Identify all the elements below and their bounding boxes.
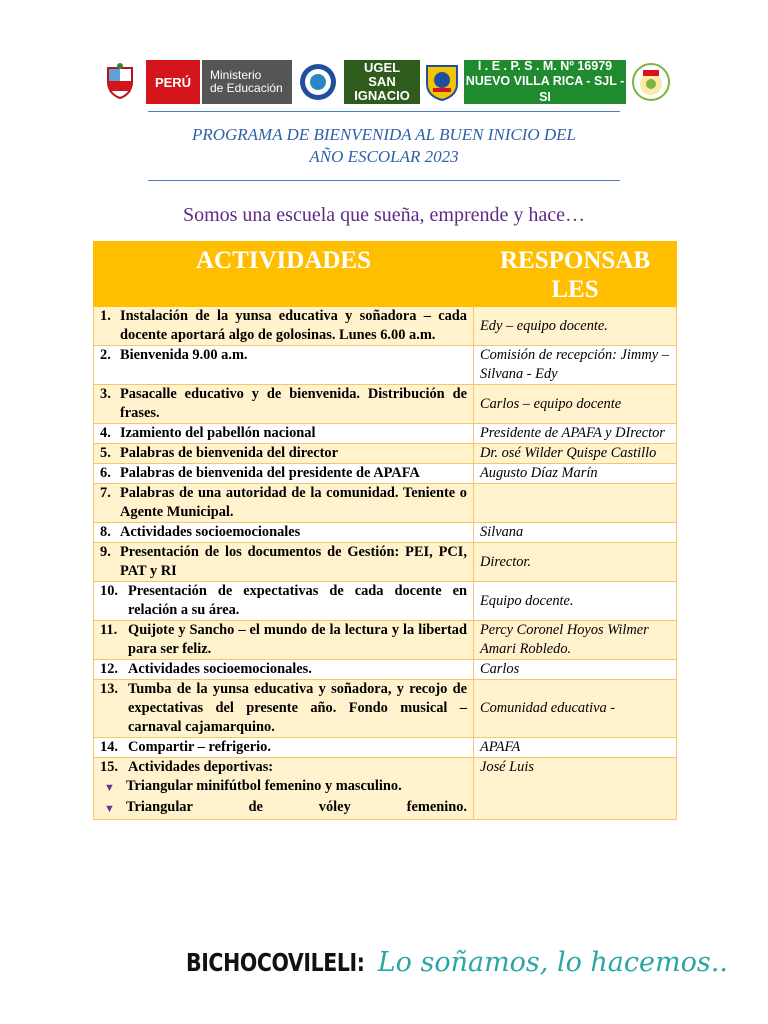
responsible-cell: Silvana	[474, 523, 677, 543]
activity-cell: 5. Palabras de bienvenida del director	[94, 444, 474, 464]
activity-cell: 1. Instalación de la yunsa educativa y soñadora – cada docente aportará algo de golosinas. Lunes 6.00 a.m.	[94, 307, 474, 346]
table-row	[94, 346, 677, 385]
table-header-row	[94, 242, 677, 307]
header-activities: ACTIVIDADES	[94, 242, 474, 307]
school-name-label: I . E . P. S . M. Nº 16979 NUEVO VILLA RICA - SJL - SI	[465, 60, 625, 104]
list-item: ▼ Triangular de vóley femenino.	[104, 798, 467, 819]
activity-cell: 12. Actividades socioemocionales.	[94, 660, 474, 680]
bullet-arrow-icon: ▼	[104, 803, 115, 815]
list-item: ▼ Triangular minifútbol femenino y masculino.	[104, 777, 467, 798]
title-rule-top	[148, 111, 620, 112]
bullet-arrow-icon: ▼	[104, 782, 115, 794]
table-row	[94, 307, 677, 346]
slogan: Somos una escuela que sueña, emprende y hace…	[182, 204, 586, 226]
grc-seal-icon	[298, 62, 338, 102]
activity-cell: 3. Pasacalle educativo y de bienvenida. Distribución de frases.	[94, 385, 474, 424]
activity-cell: 6. Palabras de bienvenida del presidente de APAFA	[94, 464, 474, 484]
header-responsible: RESPONSAB LES	[474, 242, 677, 307]
activity-cell: 8. Actividades socioemocionales	[94, 523, 474, 543]
table-row	[94, 523, 677, 543]
responsible-cell: Comunidad educativa -	[474, 680, 677, 738]
activity-cell: 10. Presentación de expectativas de cada docente en relación a su área.	[94, 582, 474, 621]
table-row	[94, 660, 677, 680]
responsible-cell: Carlos	[474, 660, 677, 680]
responsible-cell: Carlos – equipo docente	[474, 385, 677, 424]
table-row	[94, 543, 677, 582]
responsible-cell: Director.	[474, 543, 677, 582]
activity-cell: 2. Bienvenida 9.00 a.m.	[94, 346, 474, 385]
activity-cell: 9. Presentación de los documentos de Gestión: PEI, PCI, PAT y RI	[94, 543, 474, 582]
responsible-cell: APAFA	[474, 738, 677, 758]
responsible-cell: Comisión de recepción: Jimmy – Silvana - Edy	[474, 346, 677, 385]
peru-label: PERÚ	[146, 60, 200, 104]
activity-cell: 14. Compartir – refrigerio.	[94, 738, 474, 758]
ministerio-label: Ministerio de Educación	[202, 60, 292, 104]
ugel-label: UGEL SAN IGNACIO	[344, 60, 420, 104]
table-row	[94, 484, 677, 523]
table-row	[94, 680, 677, 738]
responsible-cell: Presidente de APAFA y DIrector	[474, 424, 677, 444]
community-emblem	[628, 60, 674, 104]
responsible-cell: Augusto Díaz Marín	[474, 464, 677, 484]
footer-motto	[186, 940, 728, 984]
table-row	[94, 385, 677, 424]
activity-cell: 13. Tumba de la yunsa educativa y soñadora, y recojo de expectativas del presente año. Fondo musical – carnaval cajamarquino.	[94, 680, 474, 738]
table-row	[94, 444, 677, 464]
school-emblem	[422, 60, 462, 104]
flag-emblem-icon	[631, 62, 671, 102]
responsible-cell: Dr. osé Wilder Quispe Castillo	[474, 444, 677, 464]
table-row	[94, 758, 677, 820]
table-row	[94, 424, 677, 444]
responsible-cell: Equipo docente.	[474, 582, 677, 621]
activity-cell: 4. Izamiento del pabellón nacional	[94, 424, 474, 444]
activity-cell: 15. Actividades deportivas: ▼ Triangular minifútbol femenino y masculino. ▼ Triangular de vóley femenino.	[94, 758, 474, 820]
table-row	[94, 738, 677, 758]
table-row	[94, 621, 677, 660]
footer-brand: BICHOCOVILELI:	[186, 947, 365, 977]
responsible-cell: José Luis	[474, 758, 677, 820]
table-row	[94, 464, 677, 484]
responsible-cell: Percy Coronel Hoyos Wilmer Amari Robledo.	[474, 621, 677, 660]
activities-table	[93, 241, 677, 820]
peru-coat-of-arms	[96, 60, 144, 104]
title-rule-bottom	[148, 180, 620, 181]
logo-banner	[96, 60, 674, 104]
activity-cell: 7. Palabras de una autoridad de la comunidad. Teniente o Agente Municipal.	[94, 484, 474, 523]
activity-cell: 11. Quijote y Sancho – el mundo de la lectura y la libertad para ser feliz.	[94, 621, 474, 660]
footer-tagline: Lo soñamos, lo hacemos..	[377, 946, 728, 978]
shield-icon	[100, 62, 140, 102]
table-row	[94, 582, 677, 621]
grc-seal	[294, 60, 342, 104]
responsible-cell	[474, 484, 677, 523]
school-emblem-icon	[423, 62, 461, 102]
page-title: PROGRAMA DE BIENVENIDA AL BUEN INICIO DEL AÑO ESCOLAR 2023	[191, 125, 577, 166]
responsible-cell: Edy – equipo docente.	[474, 307, 677, 346]
